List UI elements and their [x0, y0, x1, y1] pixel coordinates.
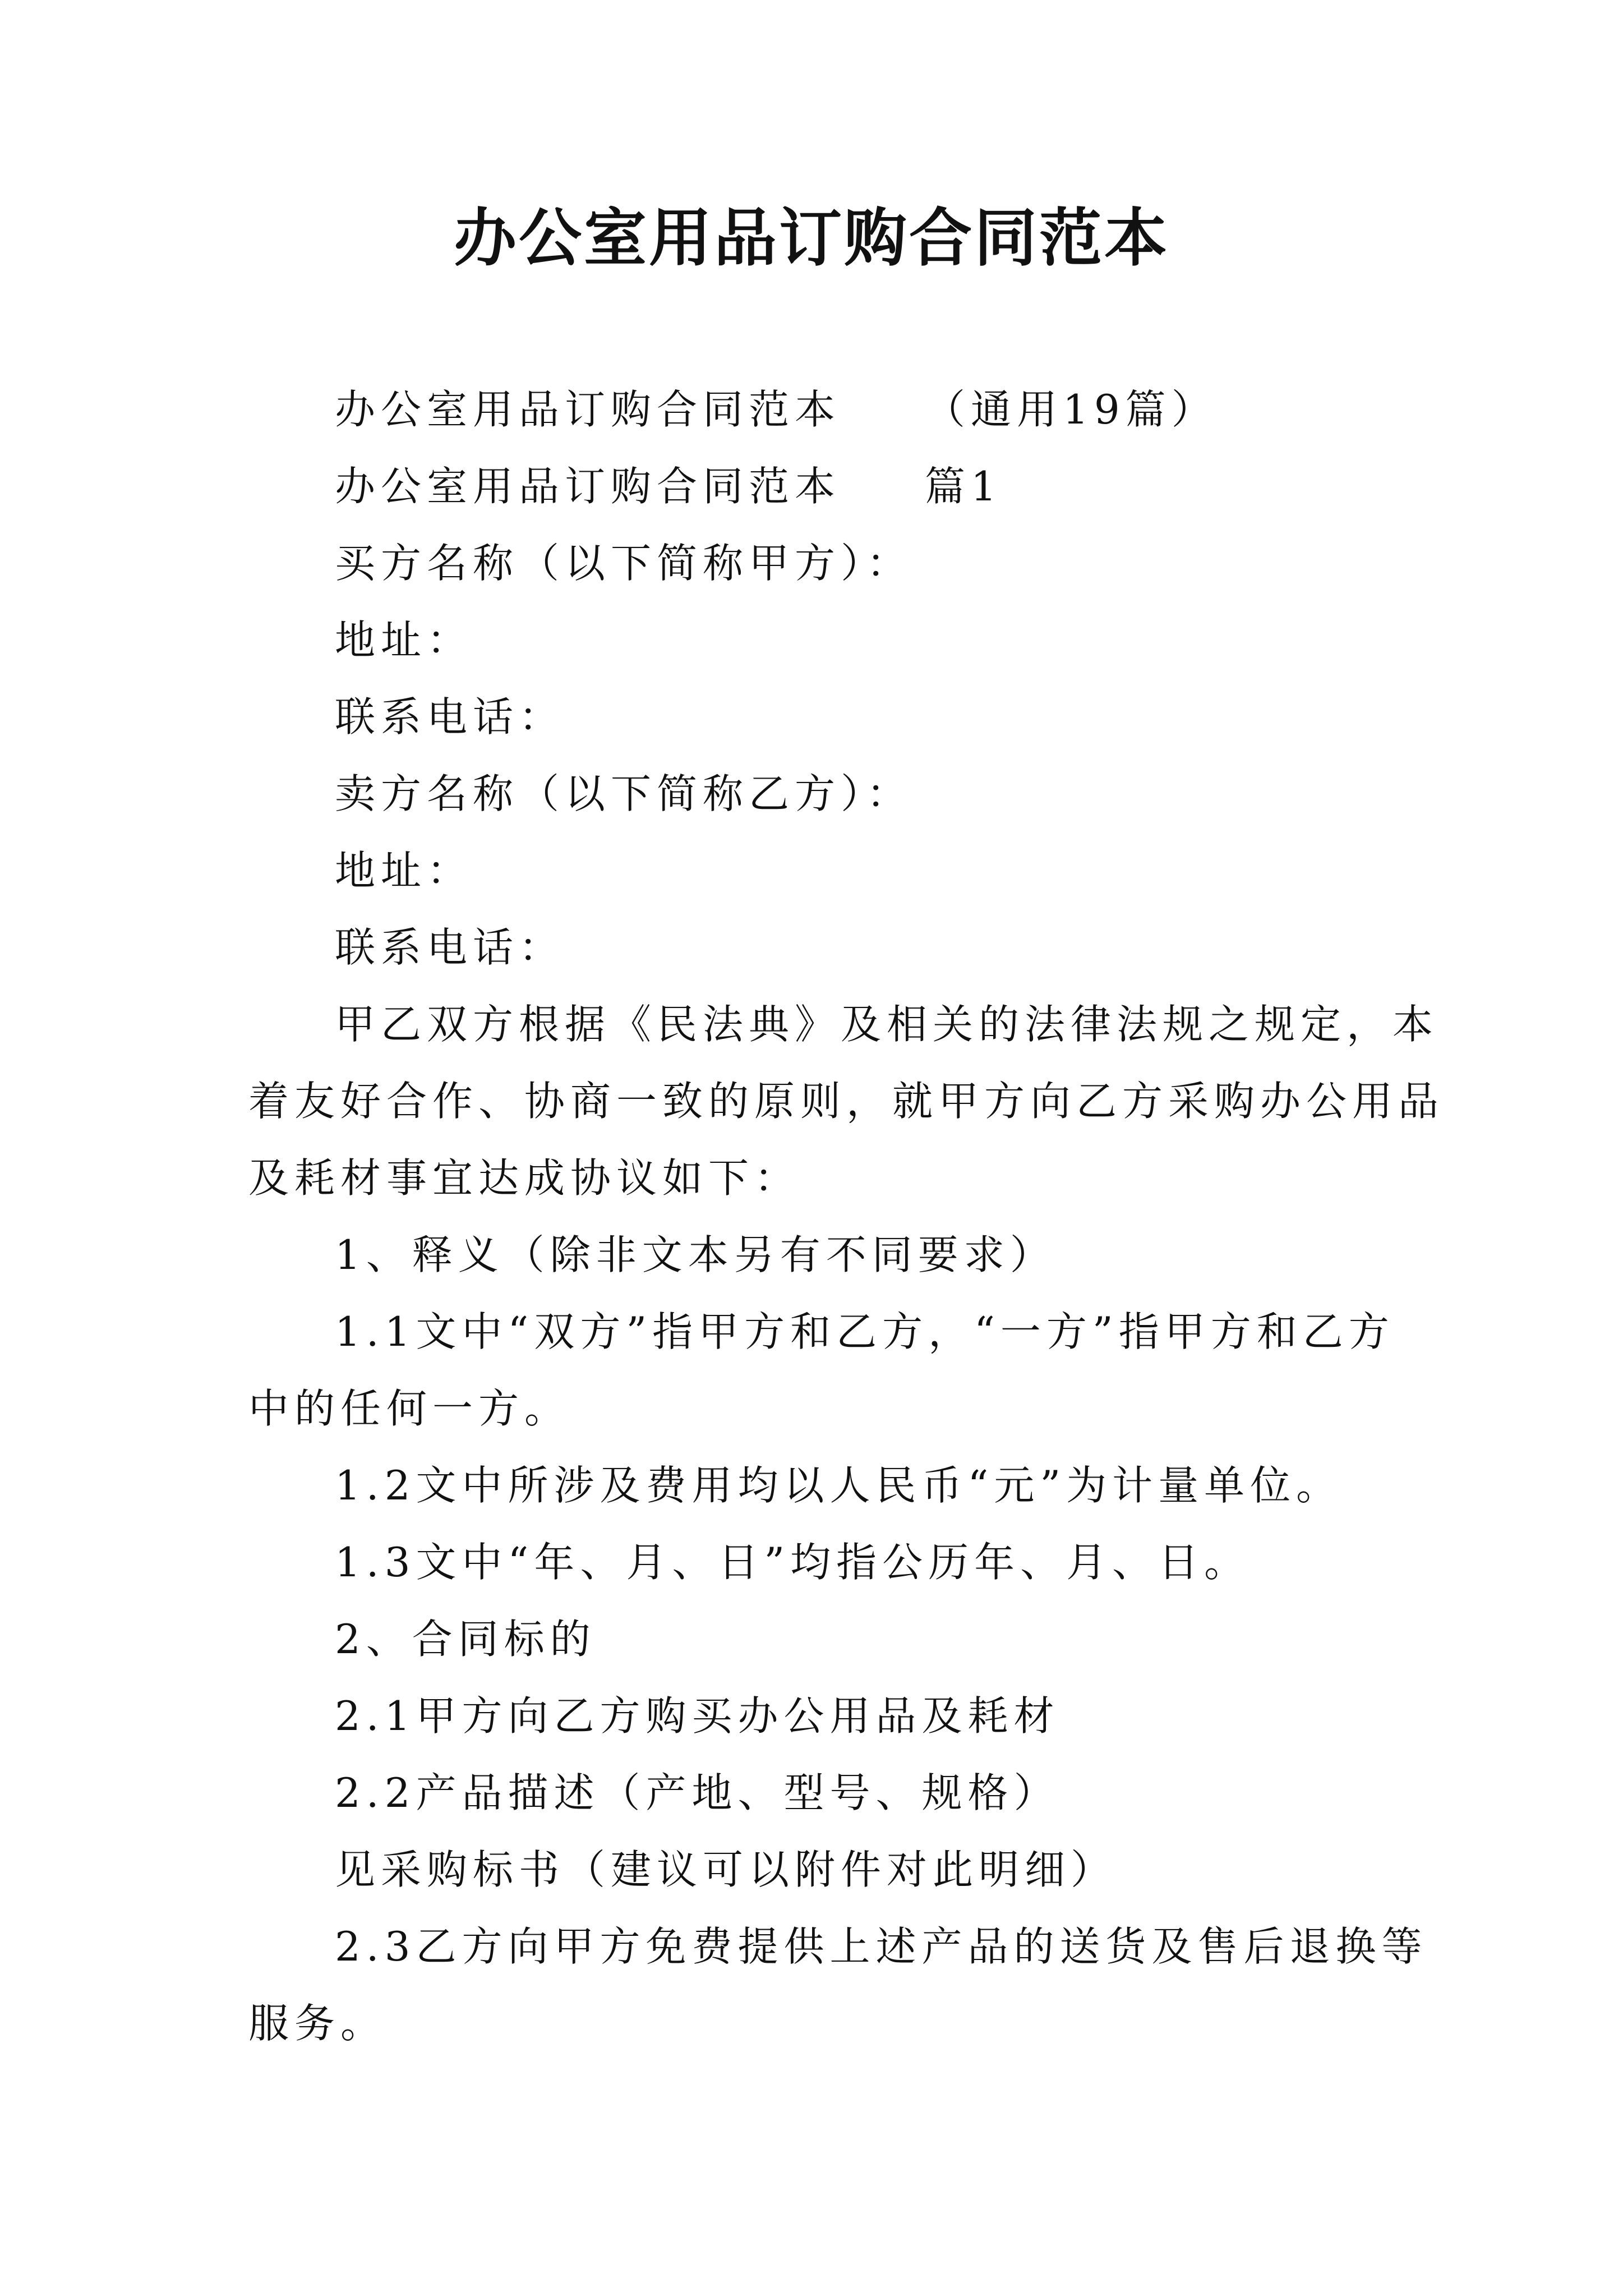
clause-2-2: 2.2产品描述（产地、型号、规格）	[335, 1769, 1060, 1816]
clause-1-1-line-1: 1.1文中“双方”指甲方和乙方，“一方”指甲方和乙方	[335, 1308, 1395, 1355]
section-name: 办公室用品订购合同范本	[335, 463, 841, 510]
clause-2-3-line-2: 服务。	[248, 2000, 387, 2047]
seller-address-line: 地址：	[335, 847, 473, 894]
subtitle-line	[248, 371, 1380, 448]
buyer-phone-line: 联系电话：	[335, 693, 565, 740]
clause-2-3-line-1: 2.3乙方向甲方免费提供上述产品的送货及售后退换等	[335, 1923, 1428, 1970]
document-body	[248, 371, 1445, 2062]
intro-paragraph-line-1: 甲乙双方根据《民法典》及相关的法律法规之规定，本	[335, 1001, 1439, 1048]
clause-1-heading: 1、释义（除非文本另有不同要求）	[335, 1231, 1056, 1278]
buyer-address-line: 地址：	[335, 616, 473, 664]
intro-paragraph-line-3: 及耗材事宜达成协议如下：	[248, 1154, 801, 1202]
seller-phone-line: 联系电话：	[335, 924, 565, 971]
clause-1-2: 1.2文中所涉及费用均以人民币“元”为计量单位。	[335, 1462, 1343, 1509]
clause-2-2-note: 见采购标书（建议可以附件对此明细）	[335, 1846, 1117, 1893]
section-heading	[248, 448, 1380, 525]
subtitle-note: （通用19篇）	[925, 386, 1218, 433]
buyer-name-line: 买方名称（以下简称甲方）：	[335, 540, 913, 587]
clause-1-1-line-2: 中的任何一方。	[248, 1385, 571, 1432]
clause-2-1: 2.1甲方向乙方购买办公用品及耗材	[335, 1692, 1060, 1740]
subtitle-name: 办公室用品订购合同范本	[335, 386, 841, 433]
section-number: 篇1	[925, 463, 1002, 510]
seller-name-line: 卖方名称（以下简称乙方）：	[335, 770, 913, 817]
intro-paragraph-line-2: 着友好合作、协商一致的原则，就甲方向乙方采购办公用品	[248, 1078, 1445, 1125]
clause-2-heading: 2、合同标的	[335, 1616, 596, 1663]
clause-1-3: 1.3文中“年、月、日”均指公历年、月、日。	[335, 1539, 1251, 1586]
document-title: 办公室用品订购合同范本	[454, 201, 1169, 275]
